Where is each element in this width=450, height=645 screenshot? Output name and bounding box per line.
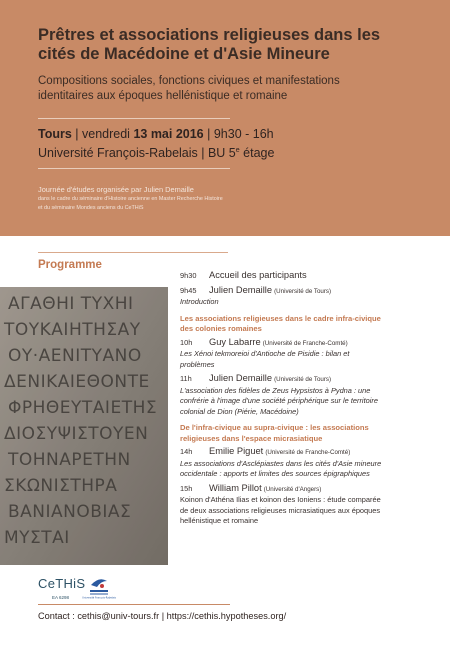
inscription-line: ΤΟΥΚΑΙΗΤΗΣΑΥ [4, 320, 141, 340]
organizer-detail-1: dans le cadre du séminaire d'Histoire ancienne en Master Recherche Histoire [38, 196, 223, 202]
talk-line: Les associations d'Asclépiastes dans les cités d'Asie mineure [180, 458, 382, 468]
inscription-line: ΔΙΟΣΥΨΙΣΤΟΥΕΝ [4, 424, 149, 444]
schedule-item [180, 337, 436, 350]
event-city: Tours [38, 127, 72, 141]
item-text: Accueil des participants [209, 270, 307, 280]
talk-line: occidentale : apports et limites des sources épigraphiques [180, 469, 370, 478]
schedule-item [180, 285, 436, 298]
session-heading [180, 423, 436, 444]
event-datetime: Tours | vendredi 13 mai 2016 | 9h30 - 16h [38, 127, 274, 141]
talk-line: hellénistique et romaine [180, 516, 259, 525]
talk-line: colonial de Dion (Piérie, Macédoine) [180, 406, 299, 416]
contact-line [38, 611, 286, 621]
schedule-item [180, 373, 436, 386]
venue-sup: e [235, 147, 240, 154]
inscription-line: ΤΟΗΝΑΡΕΤΗΝ [8, 450, 131, 470]
organizer-line: Journée d'études organisée par Julien Demaille [38, 185, 194, 194]
footer-logos [38, 573, 118, 603]
talk-line: confrérie à l'image d'une société périphérique sur le territoire [180, 396, 378, 405]
subtitle-line-1: Compositions sociales, fonctions civiques et manifestations [38, 75, 340, 87]
organizer-detail-2: et du séminaire Mondes anciens du CeTHiS [38, 205, 144, 211]
talk-title [180, 349, 436, 370]
speaker-affiliation: (Université de Franche-Comté) [265, 449, 351, 456]
speaker-name: Julien Demaille [209, 284, 273, 295]
item-time: 14h [180, 447, 193, 456]
speaker-affiliation: (Université d'Angers) [263, 485, 322, 493]
stone-inscription-image [0, 287, 168, 565]
speaker-affiliation: (Université de Franche-Comté) [262, 339, 348, 347]
item-time: 11h [180, 374, 192, 383]
schedule-item [180, 270, 436, 282]
talk-line: L'association des fidèles de Zeus Hypsistos à Pydna : une [180, 385, 371, 395]
cethis-logo: CeTHiS [38, 576, 86, 591]
programme-divider [38, 252, 228, 253]
talk-title [180, 386, 436, 418]
talk-line: Koinon d'Athéna Ilias et koinon des Ioniens : étude comparée [180, 495, 381, 504]
inscription-line: ΦΡΗΘΕΥΤΑΙΕΤΗΣ [8, 398, 158, 418]
event-time: 9h30 - 16h [213, 127, 274, 141]
title-line-2: cités de Macédoine et d'Asie Mineure [38, 45, 330, 63]
talk-title [180, 459, 436, 480]
contact-email-link[interactable]: cethis@univ-tours.fr [77, 611, 160, 621]
event-subtitle [38, 74, 428, 103]
talk-title: Introduction [180, 297, 219, 306]
contact-divider [38, 604, 230, 605]
item-time: 15h [180, 483, 193, 493]
header-divider-top [38, 118, 230, 119]
cethis-logo-sub: EA 6298 [52, 595, 70, 600]
session-heading [180, 314, 436, 335]
schedule [180, 270, 436, 527]
contact-separator: | [159, 611, 167, 621]
session-line: De l'infra-civique au supra-civique : les associations [180, 423, 369, 432]
speaker-name: Guy Labarre [209, 336, 261, 347]
item-time: 10h [180, 337, 193, 347]
speaker-name: William Pillot [209, 482, 262, 493]
inscription-line: ΔΕΝΙΚΑΙΕΘΟΝΤΕ [4, 372, 150, 392]
event-date: 13 mai 2016 [133, 127, 204, 141]
title-line-1: Prêtres et associations religieuses dans les [38, 26, 381, 44]
session-line: religieuses dans l'espace micrasiatique [180, 433, 323, 443]
inscription-line: ΣΚΩΝΙΣΤΗΡΑ [4, 476, 118, 496]
talk-line: Les Xénoi tekmoreioi d'Antioche de Pisidie : bilan et [180, 349, 350, 358]
schedule-item [180, 446, 436, 459]
item-time: 9h45 [180, 285, 197, 295]
contact-website-link[interactable]: https://cethis.hypotheses.org/ [166, 611, 287, 621]
programme-heading: Programme [38, 259, 102, 271]
session-line: des colonies romaines [180, 324, 262, 333]
speaker-name: Emilie Piguet [209, 446, 264, 456]
schedule-item [180, 483, 436, 496]
inscription-photo [0, 287, 168, 565]
speaker-affiliation: (Université de Tours) [274, 287, 332, 295]
talk-line: de deux associations religieuses micrasiatiques aux époques [180, 505, 381, 515]
venue-suffix: étage [239, 146, 275, 161]
inscription-line: ΑΓΑΘΗΙ ΤΥΧΗΙ [8, 294, 134, 314]
event-title [38, 26, 428, 64]
event-date-prefix: vendredi [82, 127, 134, 141]
contact-label: Contact : [38, 611, 78, 621]
item-time: 9h30 [180, 271, 197, 280]
subtitle-line-2: identitaires aux époques hellénistique et romaine [38, 89, 288, 102]
university-logo-label: Université François-Rabelais [82, 596, 116, 600]
speaker-name: Julien Demaille [209, 373, 273, 383]
talk-line: problèmes [180, 359, 215, 369]
speaker-affiliation: (Université de Tours) [274, 376, 332, 383]
talk-title [180, 495, 436, 527]
inscription-line: ΟΥ·ΑΕΝΙΤΥΑΝΟ [8, 346, 142, 366]
header-divider-bottom [38, 168, 230, 169]
session-line: Les associations religieuses dans le cadre infra-civique [180, 313, 381, 323]
inscription-line: ΜΥΣΤΑΙ [4, 528, 70, 548]
inscription-line: ΒΑΝΙΑΝΟΒΙΑΣ [8, 502, 132, 522]
university-logo-icon [82, 575, 116, 600]
venue-text: Université François-Rabelais | BU 5 [38, 146, 236, 161]
event-venue [38, 143, 274, 161]
